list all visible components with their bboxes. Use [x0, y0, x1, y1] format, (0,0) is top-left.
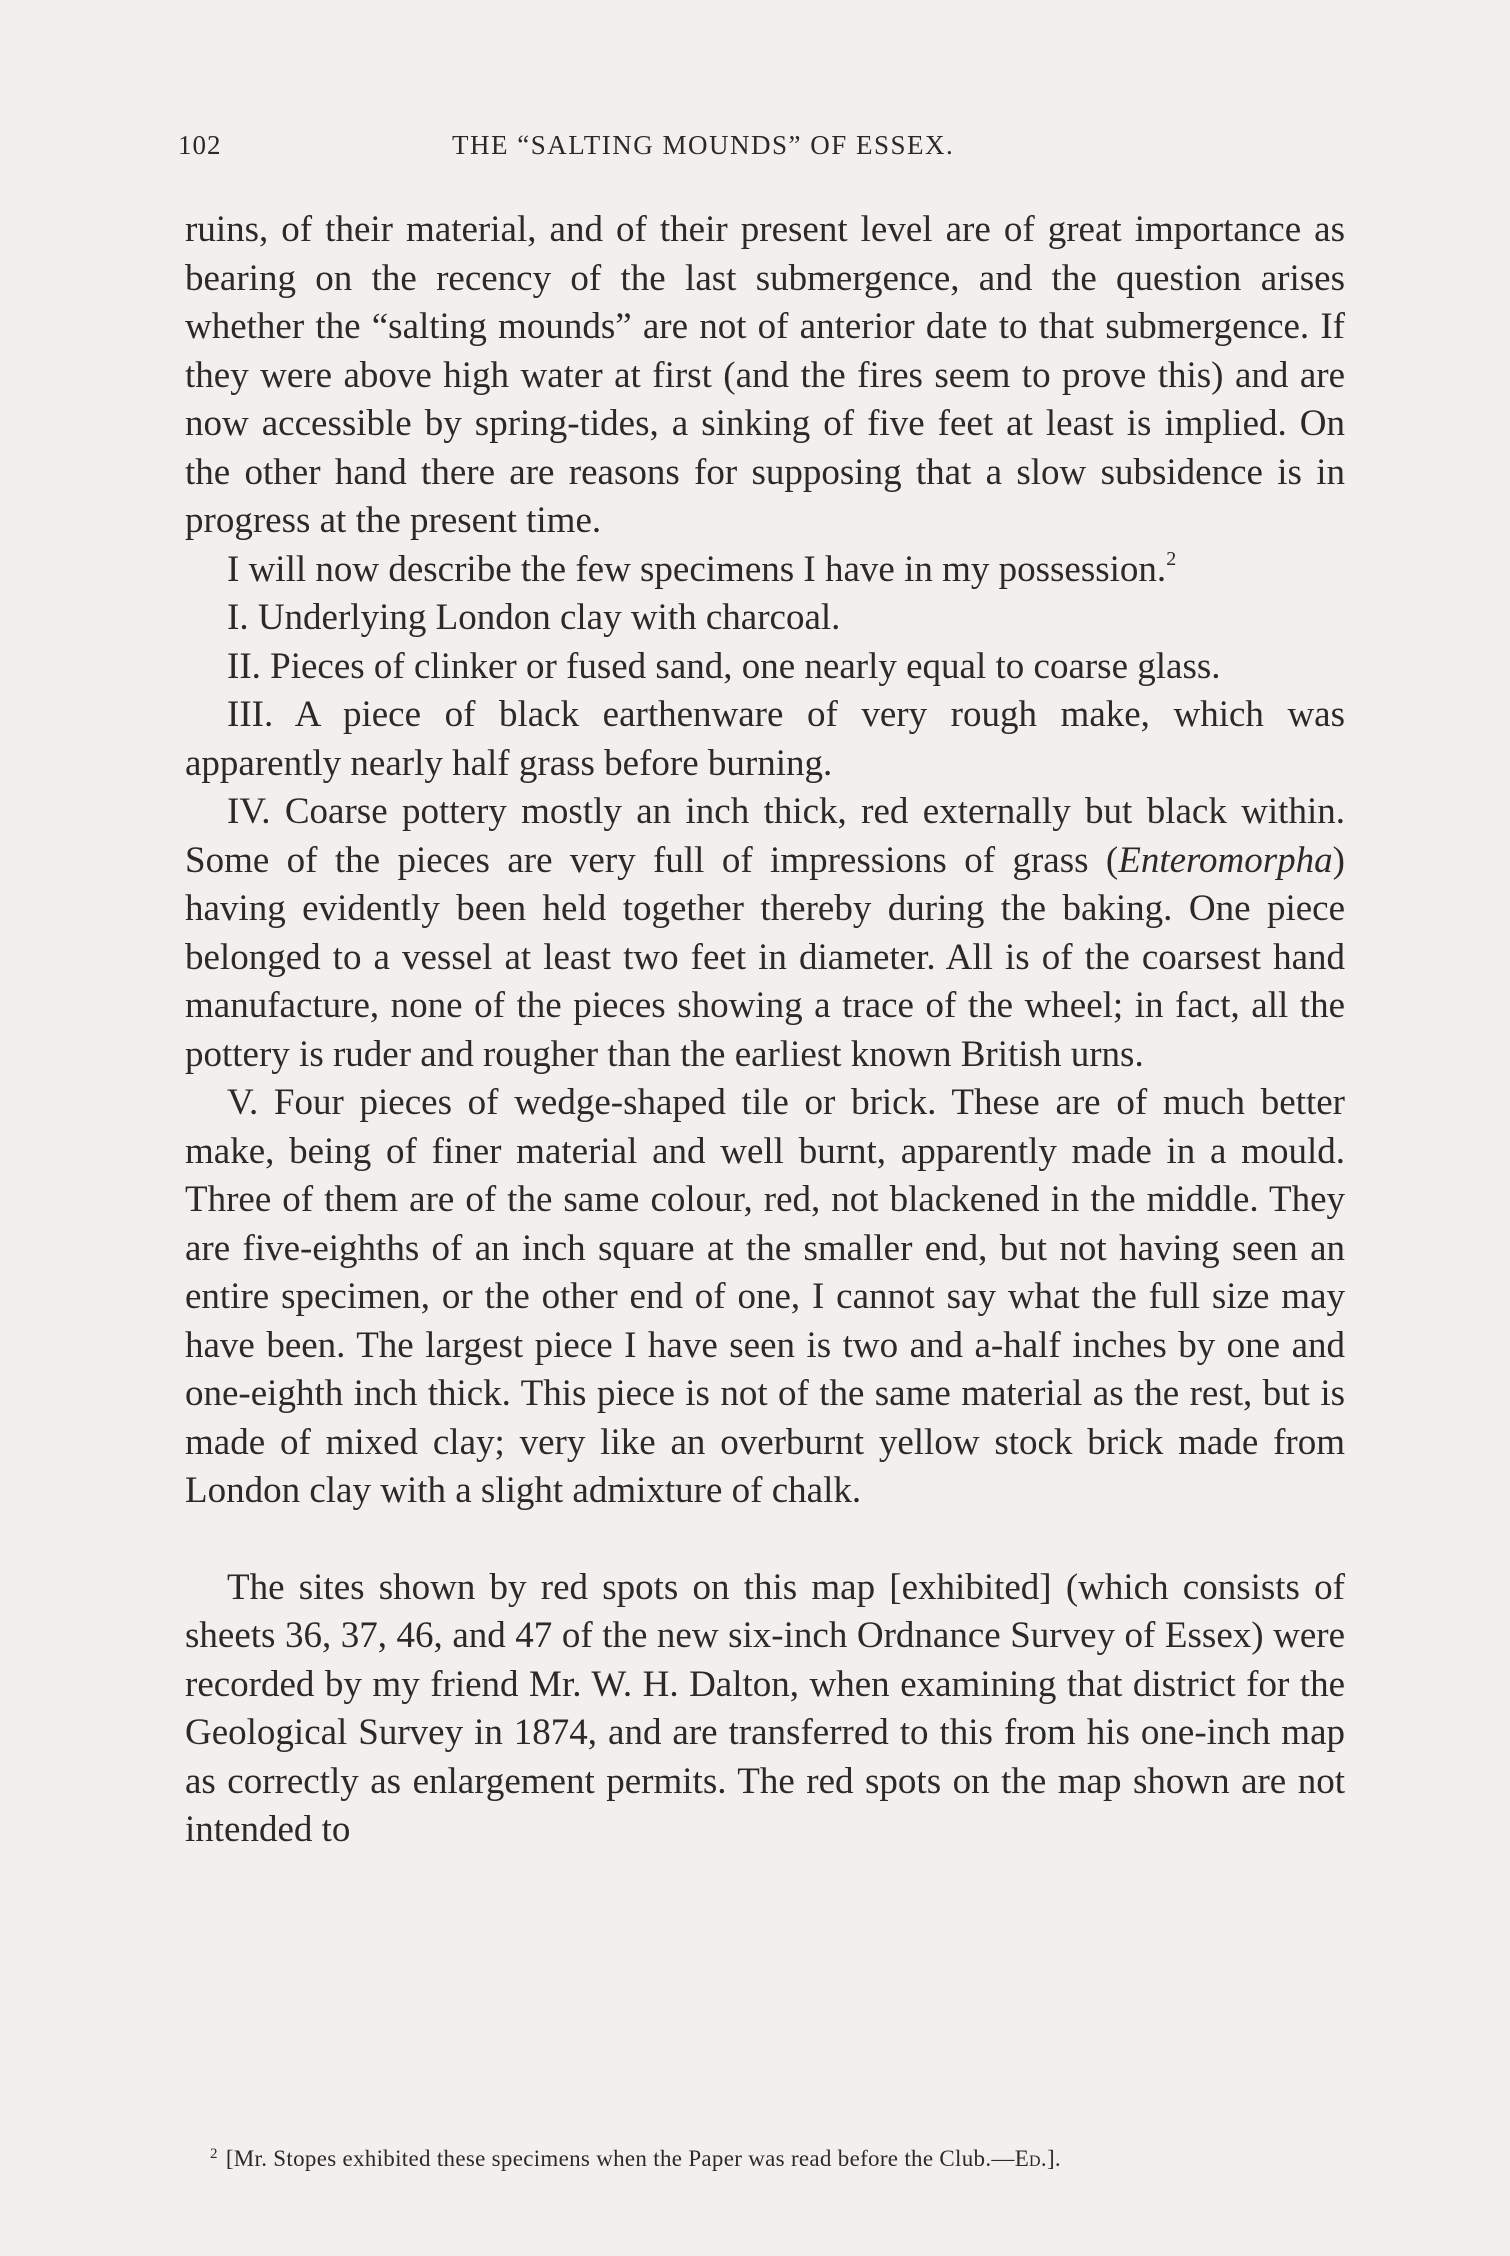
page-number: 102	[178, 130, 222, 160]
footnote-mark: 2	[210, 2146, 218, 2162]
footnote-close: ].	[1046, 2146, 1061, 2171]
specimen-item-2: II. Pieces of clinker or fused sand, one nearly equal to coarse glass.	[227, 645, 1221, 687]
specimen-item-4	[185, 788, 1345, 1079]
specimen-item-4-taxon: Enteromorpha	[1118, 839, 1333, 881]
footnote-text: [Mr. Stopes exhibited these specimens when the Paper was read before the Club.—	[225, 2146, 1015, 2171]
footnote-editor: Ed.	[1014, 2146, 1047, 2171]
specimens-intro-text: I will now describe the few specimens I have in my possession.	[227, 548, 1167, 590]
paragraph-continued: ruins, of their material, and of their present level are of great importance as bearing on the recency of the last submergence, and the question arises whether the “salting mounds” are not of anterior date to that submergence. If they were above high water at first (and the fires seem to prove this) and are now accessible by spring-tides, a sinking of five feet at least is implied. On the other hand there are reasons for supposing that a slow subsidence is in progress at the present time.	[185, 209, 1345, 541]
running-head-title: THE “SALTING MOUNDS” OF ESSEX.	[452, 130, 955, 160]
footnote-reference: 2	[1166, 548, 1177, 571]
specimen-item-4-text-a: IV. Coarse pottery mostly an inch thick, red externally but black within. Some of the pieces are very full of impressions of grass (	[185, 791, 1345, 881]
body-text	[185, 206, 1345, 1855]
specimen-item-5: V. Four pieces of wedge-shaped tile or brick. These are of much better make, being of finer material and well burnt, apparently made in a mould. Three of them are of the same colour, red, not blackened in the middle. They are five-eighths of an inch square at the smaller end, but not having seen an entire specimen, or the other end of one, I cannot say what the full size may have been. The largest piece I have seen is two and a-half inches by one and one-eighth inch thick. This piece is not of the same material as the rest, but is made of mixed clay; very like an overburnt yellow stock brick made from London clay with a slight admixture of chalk.	[185, 1082, 1345, 1511]
paragraph-specimens-intro	[185, 546, 1345, 595]
footnote	[210, 2146, 1350, 2172]
specimen-item-3: III. A piece of black earthenware of very rough make, which was apparently nearly half grass before burning.	[185, 694, 1345, 784]
running-head	[178, 130, 1348, 170]
paragraph-map-sites: The sites shown by red spots on this map [exhibited] (which consists of sheets 36, 37, 46, and 47 of the new six-inch Ordnance Survey of Essex) were recorded by my friend Mr. W. H. Dalton, when examining that district for the Geological Survey in 1874, and are transferred to this from his one-inch map as correctly as enlargement permits. The red spots on the map shown are not intended to	[185, 1566, 1345, 1850]
specimen-item-4-text-b: ) having evidently been held together thereby during the baking. One piece belonged to a vessel at least two feet in diameter. All is of the coarsest hand manufacture, none of the pieces showing a trace of the wheel; in fact, all the pottery is ruder and rougher than the earliest known British urns.	[185, 839, 1345, 1075]
specimen-item-1: I. Underlying London clay with charcoal.	[227, 597, 841, 638]
